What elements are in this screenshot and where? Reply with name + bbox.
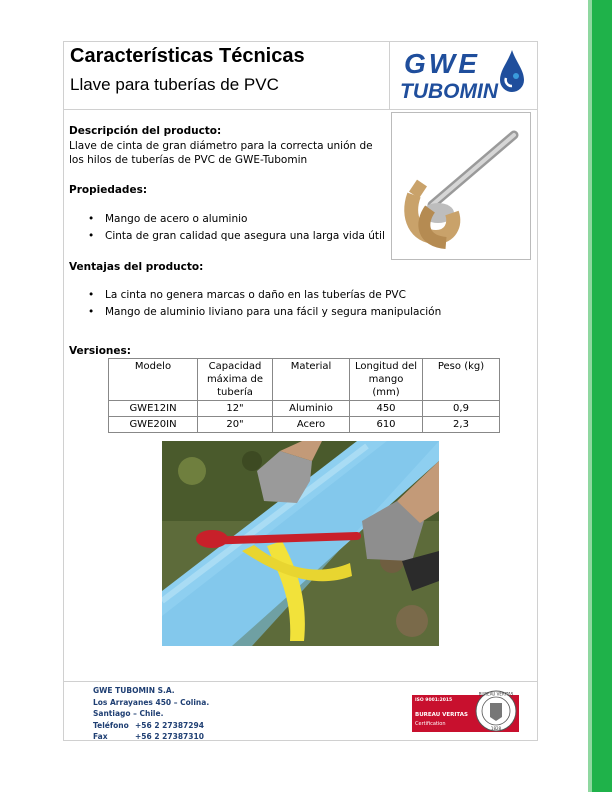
iso-label: ISO 9001:2015: [415, 698, 453, 703]
fax-row: [93, 731, 209, 743]
table-cell: 20": [198, 417, 273, 433]
table-cell: Aluminio: [273, 401, 350, 417]
phone-label: Teléfono: [93, 720, 129, 730]
table-cell: GWE20IN: [109, 417, 198, 433]
fax-label: Fax: [93, 732, 108, 741]
pipe-wrench-usage-illustration: [162, 441, 439, 646]
side-accent-bar: [592, 0, 612, 792]
company-address: Los Arrayanes 450 – Colina.: [93, 697, 210, 707]
list-item: • Mango de aluminio liviano para una fácil y segura manipulación: [88, 304, 441, 321]
page-subtitle: Llave para tuberías de PVC: [70, 75, 279, 94]
header-divider: [389, 41, 390, 110]
versions-table: [108, 358, 500, 433]
table-cell: 12": [198, 401, 273, 417]
list-item: • Mango de acero o aluminio: [88, 211, 385, 228]
column-header: Material: [273, 359, 350, 401]
company-name: GWE TUBOMIN S.A.: [93, 686, 175, 695]
logo-gwe-text: GWE: [404, 48, 480, 79]
advantages-list: [88, 287, 441, 321]
column-header: Longitud del mango (mm): [350, 359, 423, 401]
column-header: Modelo: [109, 359, 198, 401]
description-text: Llave de cinta de gran diámetro para la correcta unión de los hilos de tuberías de PVC de GWE-Tubomin: [69, 140, 373, 166]
company-contact: [93, 685, 209, 743]
list-item: • La cinta no genera marcas o daño en las tuberías de PVC: [88, 287, 441, 304]
table-row: [109, 401, 500, 417]
table-cell: Acero: [273, 417, 350, 433]
properties-heading: Propiedades:: [69, 184, 148, 196]
header-divider-bottom: [63, 109, 538, 110]
column-header: Capacidad máxima de tubería: [198, 359, 273, 401]
bureau-veritas-seal-icon: [472, 689, 519, 732]
advantages-heading: Ventajas del producto:: [69, 261, 204, 273]
certification-badge: [412, 695, 472, 732]
footer-divider: [63, 681, 538, 682]
seal-top-text: BUREAU VERITAS: [478, 691, 514, 697]
strap-wrench-illustration: [392, 113, 530, 259]
table-cell: 610: [350, 417, 423, 433]
description-heading: Descripción del producto:: [69, 125, 222, 137]
table-cell: GWE12IN: [109, 401, 198, 417]
certification-sub: Certification: [415, 721, 446, 727]
table-cell: 2,3: [423, 417, 500, 433]
properties-list: [88, 211, 385, 245]
table-cell: 0,9: [423, 401, 500, 417]
company-city: Santiago – Chile.: [93, 709, 164, 718]
gwe-tubomin-logo: [398, 46, 528, 106]
usage-photo: [162, 441, 439, 646]
phone-row: [93, 720, 209, 732]
column-header: Peso (kg): [423, 359, 500, 401]
versions-heading: Versiones:: [69, 345, 131, 357]
table-cell: 450: [350, 401, 423, 417]
seal-year-text: 1828: [490, 726, 502, 731]
list-item: • Cinta de gran calidad que asegura una larga vida útil: [88, 228, 385, 245]
fax-number: +56 2 27387310: [135, 732, 204, 741]
certifier-name: BUREAU VERITAS: [415, 712, 468, 718]
water-drop-icon: [498, 48, 526, 94]
product-image: [391, 112, 531, 260]
bureau-veritas-certification: [412, 689, 519, 732]
table-row: [109, 417, 500, 433]
phone-number: +56 2 27387294: [135, 720, 204, 730]
logo-tubomin-text: TUBOMIN: [400, 80, 498, 103]
table-header-row: [109, 359, 500, 401]
page-title: Características Técnicas: [70, 45, 305, 67]
